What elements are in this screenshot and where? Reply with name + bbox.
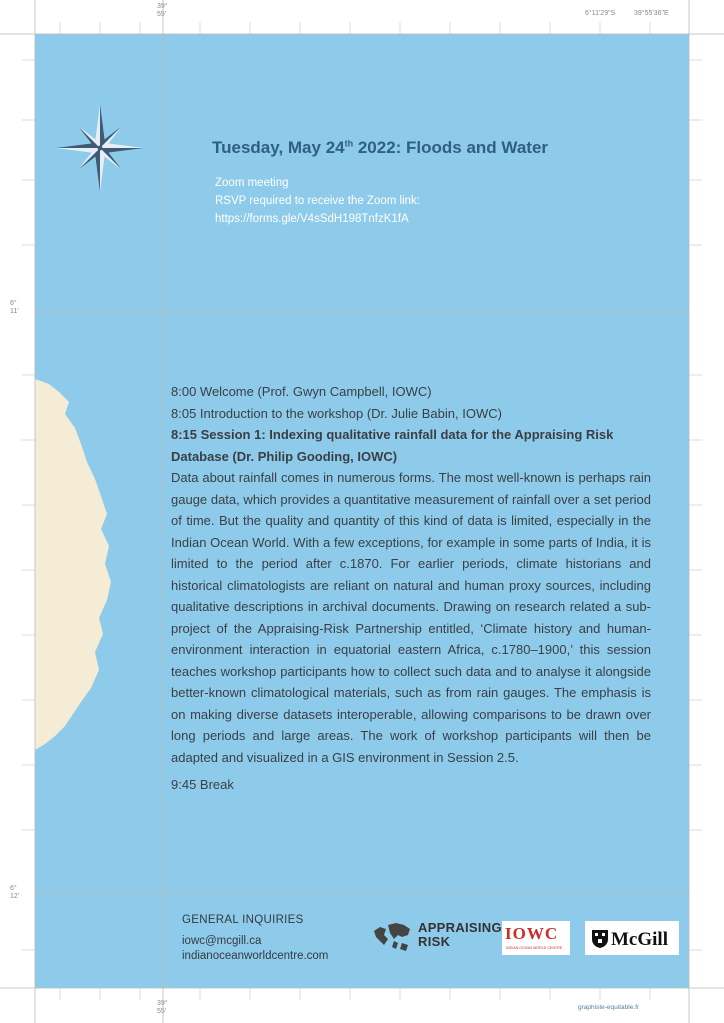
meeting-info [215, 174, 420, 228]
appraising-line: APPRAISING [418, 920, 502, 935]
designer-credit[interactable]: graphiste-equitable.fr [578, 1004, 640, 1011]
coord-top-right-lon: 39°55'36"E [634, 10, 669, 17]
rsvp-link[interactable]: https://forms.gle/V4sSdH198TnfzK1fA [215, 213, 409, 225]
program-item-welcome: 8:00 Welcome (Prof. Gwyn Campbell, IOWC) [171, 384, 432, 399]
iowc-logo [502, 921, 570, 955]
program-item-introduction: 8:05 Introduction to the workshop (Dr. Julie Babin, IOWC) [171, 405, 502, 421]
compass-rose-icon [55, 102, 145, 194]
page-title [212, 138, 548, 158]
title-topic: 2022: Floods and Water [353, 138, 549, 157]
risk-line: RISK [418, 934, 451, 949]
title-date: Tuesday, May 24 [212, 138, 345, 157]
coord-left-mid-deg: 6° [10, 300, 17, 307]
title-ordinal: th [344, 138, 354, 149]
world-map-icon [372, 919, 414, 955]
program-item-break: 9:45 Break [171, 777, 234, 792]
coord-top-left-min: 55' [157, 11, 167, 18]
appraising-risk-logo [372, 918, 502, 956]
contact-email[interactable]: iowc@mcgill.ca [182, 935, 262, 947]
coord-top-left-deg: 39° [157, 3, 168, 10]
coord-left-mid-min: 11' [10, 308, 19, 315]
contact-website[interactable]: indianoceanworldcentre.com [182, 950, 329, 962]
iowc-subtitle: INDIAN OCEAN WORLD CENTRE [506, 946, 563, 950]
coord-top-right-lat: 6°11'29"S [585, 10, 616, 17]
program [171, 381, 651, 796]
meeting-type: Zoom meeting [215, 177, 289, 189]
contact-block [182, 913, 328, 964]
rsvp-note: RSVP required to receive the Zoom link: [215, 195, 420, 207]
mcgill-wordmark: McGill [611, 929, 668, 950]
session-description: Data about rainfall comes in numerous forms. The most well-known is perhaps rain gauge data, which provides a quantitative measurement of rainfall over a set period of time. But the quality and quantity of this kind of data is limited, especially in the Indian Ocean World. With a few exceptions, for example in some parts of India, it is limited to the period after c.1870. For earlier periods, climate historians and historical climatologists are reliant on natural and human proxy sources, including qualitative descriptions in archival documents. Drawing on research related a sub-project of the Appraising-Risk Partnership entitled, ‘Climate history and human-environment interaction in equatorial eastern Africa, c.1780–1900,’ this session teaches workshop participants how to collect such data and to analyse it alongside better-known climatological materials, such as from rain gauges. The emphasis is on making diverse datasets interoperable, allowing comparisons to be drawn over long periods and large areas. The work of workshop participants will then be adapted and visualized in a GIS environment in Session 2.5. [171, 470, 651, 765]
iowc-wordmark: IOWC [505, 924, 559, 943]
appraising-risk-wordmark [418, 921, 502, 949]
coord-bottom-deg: 39° [157, 1000, 168, 1007]
mcgill-logo [585, 921, 679, 955]
contact-heading: GENERAL INQUIRIES [182, 914, 304, 926]
session-title: 8:15 Session 1: Indexing qualitative rainfall data for the Appraising Risk Database (Dr. Philip Gooding, IOWC) [171, 427, 614, 464]
coord-left-low-min: 12' [10, 893, 20, 900]
mcgill-shield-icon [591, 929, 609, 949]
coord-bottom-min: 55' [157, 1008, 167, 1015]
coord-left-low-deg: 6° [10, 885, 17, 892]
